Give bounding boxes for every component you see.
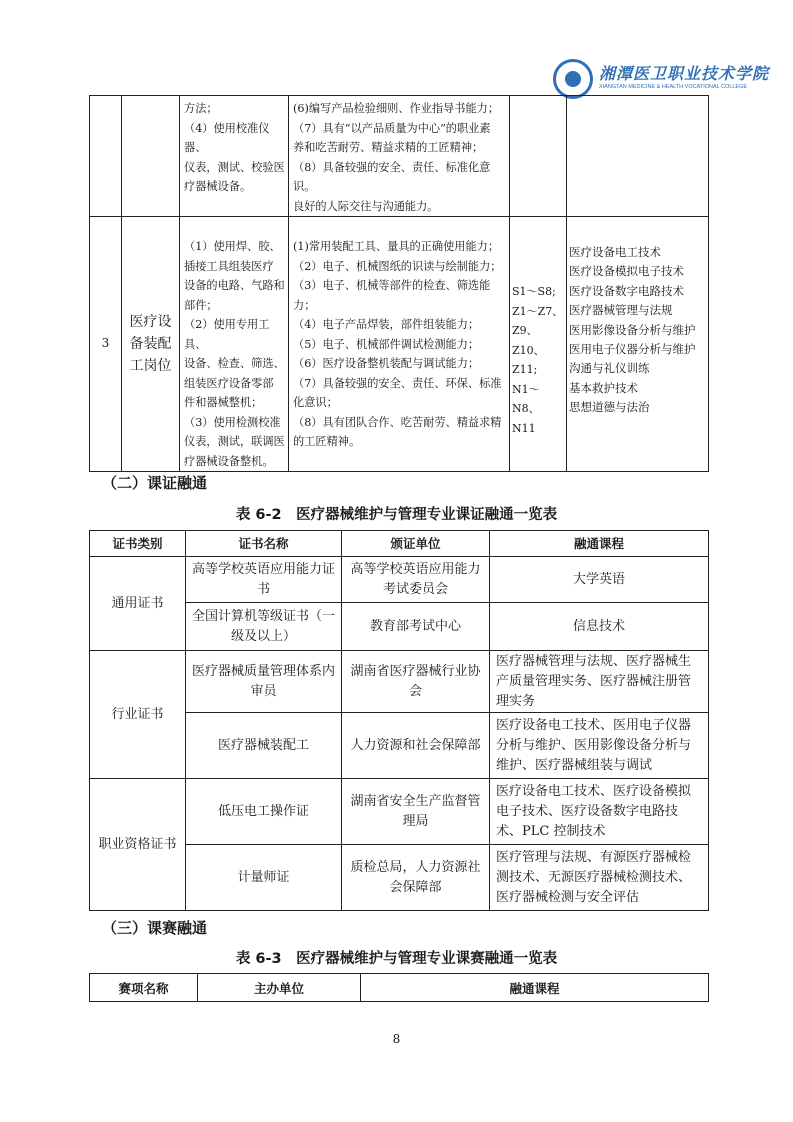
- post-ability-table: [89, 95, 709, 472]
- cert-code-line: N11: [512, 421, 536, 435]
- logo-text-cn: 湘潭医卫职业技术学院: [599, 64, 770, 83]
- column-header: 证书类别: [90, 531, 186, 557]
- column-header: 赛项名称: [90, 974, 198, 1002]
- number-cell: [90, 96, 122, 217]
- course-line: 思想道德与法治: [569, 400, 650, 415]
- quality-line: （2）电子、机械图纸的识读与绘制能力；: [293, 259, 502, 273]
- cert-issuer: 人力资源和社会保障部: [342, 713, 490, 779]
- ability-line: 仪表，测试，联调医: [184, 435, 285, 448]
- ability-line: （3）使用检测校准: [184, 415, 281, 429]
- column-header: 证书名称: [186, 531, 342, 557]
- ability-line: 仪表，测试、校验医: [184, 160, 285, 174]
- table-header-row: [90, 974, 709, 1002]
- quality-line: 化意识；: [293, 396, 338, 409]
- table-row: [90, 217, 709, 472]
- quality-line: （8）具有团队合作、吃苦耐劳、精益求精: [293, 415, 502, 429]
- cert-code-line: N1～N8、: [512, 382, 540, 415]
- ability-line: 组装医疗设备零部: [184, 376, 274, 390]
- column-header: 融通课程: [490, 531, 709, 557]
- quality-line: 养和吃苦耐劳、精益求精的工匠精神；: [293, 141, 484, 154]
- abilities-cell: [180, 217, 289, 472]
- post-number: 3: [90, 217, 122, 472]
- quality-line: （3）电子、机械等部件的检查、筛选能力；: [293, 279, 491, 312]
- table-caption: 表 6-3 医疗器械维护与管理专业课赛融通一览表: [235, 951, 558, 967]
- course-line: 沟通与礼仪训练: [569, 361, 650, 376]
- quality-line: （7）具备较强的安全、责任、环保、标准: [293, 376, 502, 390]
- ability-line: （4）使用校准仪器、: [184, 121, 270, 154]
- cert-code-line: Z11;: [512, 363, 538, 376]
- ability-line: （1）使用焊、胶、: [184, 240, 281, 253]
- ability-line: 部件；: [184, 298, 218, 312]
- quality-line: (1)常用装配工具、量具的正确使用能力；: [293, 240, 500, 253]
- cert-courses: 大学英语: [490, 557, 709, 603]
- cert-issuer: 湖南省医疗器械行业协会: [342, 651, 490, 713]
- table-row: [90, 651, 709, 713]
- table-caption: 表 6-2 医疗器械维护与管理专业课证融通一览表: [235, 507, 558, 523]
- ability-line: 设备、检查、筛选、: [184, 357, 285, 370]
- cert-issuer: 质检总局，人力资源社会保障部: [342, 845, 490, 911]
- cert-courses: 信息技术: [490, 603, 709, 651]
- quality-line: （6）医疗设备整机装配与调试能力；: [293, 357, 480, 370]
- cert-courses: 医疗管理与法规、有源医疗器械检测技术、无源医疗器械检测技术、医疗器械检测与安全评估: [490, 845, 709, 911]
- cert-name: 医疗器械质量管理体系内审员: [186, 651, 342, 713]
- cert-category: 职业资格证书: [90, 779, 186, 911]
- course-line: 医用电子仪器分析与维护: [569, 342, 696, 357]
- column-header: 融通课程: [361, 974, 709, 1002]
- cert-courses: 医疗器械管理与法规、医疗器械生产质量管理实务、医疗器械注册管理实务: [490, 651, 709, 713]
- cert-name: 医疗器械装配工: [186, 713, 342, 779]
- cert-issuer: 高等学校英语应用能力考试委员会: [342, 557, 490, 603]
- ability-line: 设备的电路、气路和: [184, 279, 285, 292]
- post-name-line: 工岗位: [129, 358, 172, 374]
- cert-category: 行业证书: [90, 651, 186, 779]
- ability-line: 方法；: [184, 102, 218, 115]
- table-row: [90, 557, 709, 603]
- cert-code-line: Z9、Z10、: [512, 324, 545, 357]
- cert-code-line: Z1～Z7、: [512, 304, 564, 318]
- table-header-row: [90, 531, 709, 557]
- course-line: 基本救护技术: [569, 380, 638, 395]
- courses-cell: [567, 217, 709, 472]
- cert-name: 全国计算机等级证书（一级及以上）: [186, 603, 342, 651]
- cert-courses: 医疗设备电工技术、医用电子仪器分析与维护、医用影像设备分析与维护、医疗器械组装与调试: [490, 713, 709, 779]
- post-name-line: 备装配: [129, 336, 172, 352]
- ability-line: 件和器械整机；: [184, 396, 263, 409]
- ability-line: （2）使用专用工具、: [184, 318, 270, 351]
- course-line: 医用影像设备分析与维护: [569, 322, 696, 337]
- cert-name: 计量师证: [186, 845, 342, 911]
- course-line: 医疗器械管理与法规: [569, 303, 673, 318]
- qualities-cell: [289, 217, 510, 472]
- college-seal-icon: [553, 59, 593, 99]
- cert-name: 高等学校英语应用能力证书: [186, 557, 342, 603]
- course-line: 医疗设备模拟电子技术: [569, 264, 684, 279]
- cert-issuer: 湖南省安全生产监督管理局: [342, 779, 490, 845]
- ability-line: 插接工具组装医疗: [184, 259, 274, 273]
- post-cell: [122, 96, 180, 217]
- quality-line: (6)编写产品检验细则、作业指导书能力；: [293, 102, 500, 115]
- column-header: 颁证单位: [342, 531, 490, 557]
- cert-issuer: 教育部考试中心: [342, 603, 490, 651]
- table-row: [90, 96, 709, 217]
- column-header: 主办单位: [198, 974, 361, 1002]
- competition-integration-table: [89, 973, 709, 1002]
- cert-code-line: S1～S8;: [512, 285, 556, 298]
- cert-courses: 医疗设备电工技术、医疗设备模拟电子技术、医疗设备数字电路技术、PLC 控制技术: [490, 779, 709, 845]
- course-line: 医疗设备数字电路技术: [569, 283, 684, 298]
- page-number: 8: [392, 1032, 401, 1046]
- section-heading: （三）课赛融通: [102, 919, 208, 937]
- quality-line: 良好的人际交往与沟通能力。: [293, 199, 439, 213]
- course-line: 医疗设备电工技术: [569, 245, 661, 259]
- quality-line: （4）电子产品焊装，部件组装能力；: [293, 318, 480, 331]
- post-name-line: 医疗设: [129, 314, 172, 330]
- quality-line: （8）具备较强的安全、责任、标准化意识。: [293, 160, 491, 193]
- abilities-cell: [180, 96, 289, 217]
- post-name: [122, 217, 180, 472]
- courses-cell: [567, 96, 709, 217]
- quality-line: 的工匠精神。: [293, 435, 361, 448]
- cert-cell: [510, 96, 567, 217]
- ability-line: 疗器械设备整机。: [184, 454, 274, 468]
- cert-name: 低压电工操作证: [186, 779, 342, 845]
- cert-integration-table: [89, 530, 709, 911]
- ability-line: 疗器械设备。: [184, 180, 252, 193]
- cert-cell: [510, 217, 567, 472]
- qualities-cell: [289, 96, 510, 217]
- quality-line: （5）电子、机械部件调试检测能力；: [293, 337, 480, 351]
- cert-category: 通用证书: [90, 557, 186, 651]
- logo-text-en: XIANGTAN MEDICINE & HEALTH VOCATIONAL COLLEGE: [599, 84, 748, 90]
- table-row: [90, 779, 709, 845]
- quality-line: （7）具有“以产品质量为中心”的职业素: [293, 121, 491, 135]
- section-heading: （二）课证融通: [102, 474, 208, 492]
